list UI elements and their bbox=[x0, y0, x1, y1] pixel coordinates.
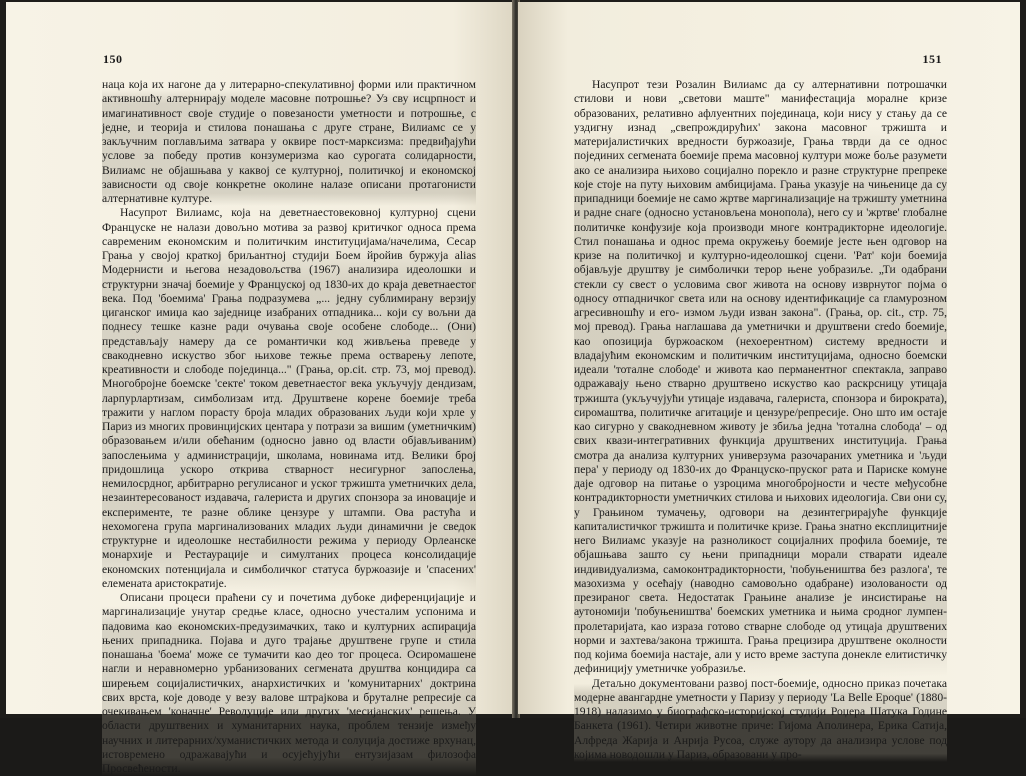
left-page-text bbox=[102, 78, 476, 776]
left-page bbox=[6, 2, 514, 775]
right-page bbox=[518, 2, 1020, 761]
right-page-text bbox=[574, 78, 947, 762]
left-paragraph-2: Насупрот Вилиамс, која на деветнаестовековној културној сцени Француске не налази довољно мотива за развој критичког односа према савременим економским и политичким институцијама/начелима, Сесар Грања у својој краткој бриљантној студији Боем йройив буржуја alias Модернисти и његова незадовољства (1967) анализира идеолошки и структурни значај боемије у Француској од 1830-их до краја деветнаестог века. Под 'боемима' Грања подразумева „... једну сублимирану верзију циганског имиџа као заједнице изабраних отпадника... који су вољни да поднесу тешке казне ради очувања своје особене слободе... (Они) представљају намеру да се романтички код живљења преведе у свакодневно искуство због њихове тежње према остварењу лепоте, креативности и слободе појединца..." (Грања, op.cit. стр. 73, мој превод). Многобројне боемске 'секте' током деветнаестог века укључују дендизам, ларпурлартизам, симболизам итд. Друштвене корене боемије треба тражити у наглом порасту броја младих образованих људи који хрле у Париз из многих провинцијских центара у потрази за вишим (уметничким) образовањем и/или обећаним (односно јавно од власти објављиваним) запослењима у администрацији, школама, новинама итд. Велики број придошлица ускоро открива стварност несигурног запослења, немилосрдног, арбитрарно регулисаног и уског тржишта уметничких дела, незаинтересованост издавача, галериста и других спонзора за иновације и експерименте, те разне облике цензуре у штампи. Ова растућа и нехомогена група маргинализованих младих људи динамични је сведок структурне и идеолошке нестабилности режима у периоду Орлеанске монархије и Рестаурације и симултаних процеса консолидације економских потенцијала и симболичког статуса буржоазије и 'спасених' елемената аристократије. bbox=[102, 206, 476, 590]
right-paragraph-1: Насупрот тези Розалин Вилиамс да су алтернативни потрошачки стилови и нови „светови маште" манифестација моралне кризе образованих, релативно афлуентних појединаца, који нису у стању да се уздигну изнад „свепрождирућих' закона масовног тржишта и материјалистичких вредности буржоазије, Грања тврди да се однос појединих сегмената боемије према масовној култури може боље разумети ако се анализира њихово социјално порекло и разне структурне препреке које стоје на путу њиховим амбицијама. Грања указује на чињенице да су припадници боемије не само жртве маргинализације на тржишту уметнина и радне снаге (односно установљена монопола), него су и 'жртве' глобалне политичке конфузије која производи многе контрадикторне идеологије. Стил понашања и однос према окружењу боемије јесте њен одговор на кризе на политичкој и културно-идеолошкој сцени. 'Рат' који боемија објављује друштву је симболички терор њене уобразиље. „Ти одабрани стекли су свест о условима свог живота на основу изврнутог појма о односу отпадничког света или на основу идентификације са гламурозном агресивношћу и его- измом људи изван закона". (Грања, op. cit., стр. 75, мој превод). Грања наглашава да уметнички и друштвени credo боемије, као опозиција буржоаском (нехоерентном) систему вредности и владајућим економским и политичким институцијама, односно боемски идеали 'тоталне слободе' и живота као перманентног спектакла, заправо одражавају њено стварно друштвено искуство као раскрсницу утицаја тржишта (укључујући утицаје издавача, галериста, спонзора и бирократа), сиромаштва, политичке агитације и цензуре/репресије. Оно што им остаје као сигурно у свакодневном животу је збиља једна 'тотална слобода' – од свих квази-интегративних функција друштвених институција. Грања смотра да анализа културних универзума разочараних уметника и 'људи пера' у периоду од 1830-их до Француско-пруског рата и Париске комуне даје одговор на питање о узроцима многобројности и честе међусобне контрадикторности уметничких стилова и њихових идеологија. Сви они су, у Грањином тумачењу, одговори на дезинтегрирајуће функције капиталистичког тржишта и политичке кризе. Грања знатно експлицитније него Вилиамс указује на разноликост социјалних профила боемије, те објашњава зашто су њени припадници морали стварати идеале индивидуализма, самоконтрадикторности, 'побуњеништва без разлога', те мазохизма у осећају (наводно самовољно одабране) изолованости од презираног света. Недостатак Грањине анализе је инсистирање на аутономији 'побуњеништва' боемских уметника и њима сродног лумпен-пролетаријата, као израза готово стварне слободе од утицаја друштвених норми и захтева/закона тржишта. Грања прецизира друштвене околности под којима боемија настаје, али у исто време заступа донекле елитистичку дефиницију уметничке уобразиље. bbox=[574, 78, 947, 676]
right-page-number: 151 bbox=[922, 52, 942, 66]
right-paragraph-2: Детаљно документовани развој пост-боемије, односно приказ почетака модерне авангардне уметности у Паризу у периоду 'La Belle Epoque' (1880-1918) налазимо у биографско-историјској студији Роџера Шатука Године Банкета (1961). Четири животне приче: Гијома Аполинера, Ерика Сатија, Алфреда Жарија и Анрија Русоа, служе аутору да анализира услове под којима новодошли у Париз, образовани у про- bbox=[574, 676, 947, 761]
left-page-number: 150 bbox=[103, 52, 123, 66]
left-paragraph-1: наца која их нагоне да у литерарно-спекулативној форми или практичном активношћу алтернирају моделе масовне потрошње? Уз сву исцрпност и имагинативност своје студије о повезаности уметности и потрошње, с једне, и теорија и стилова понашања с друге стране, Вилиамс се у закључним поглављима затвара у оквире пост-марксизма: предвиђајући услове за победу против конзумеризма као сурогата солидарности, Вилиамс не објашњава у каквој се културној, политичкој и економској зависности од своје конкретне околине налазе описани протагонисти алтернативне културе. bbox=[102, 78, 476, 205]
left-paragraph-3: Описани процеси праћени су и почетима дубоке диференцијације и маргинализације унутар средње класе, односно учесталим успонима и падовима као економских-предузимачких, тако и културних аспирација њених припадника. Појава и дуго трајање друштвене групе и стила понашања 'боема' може се тумачити као део тог процеса. Осиромашене нагли и неравномерно урбанизованих сегмената друштва концидира са ширењем социјалистичких, анархистичких и 'комунитарних' доктрина свих врста, које доводе у везу валове штрајкова и бруталне репресије са очекивањем 'коначне' Револуције или других 'месијанских' решења. У области друштвених и хуманитарних наука, проблем тензије између научних и литерарних/хуманистичких метода и солуција достиже врхунац, истовремено одражавајући и осујећујући ентузијазам филозофа Просвећености. bbox=[102, 591, 476, 775]
